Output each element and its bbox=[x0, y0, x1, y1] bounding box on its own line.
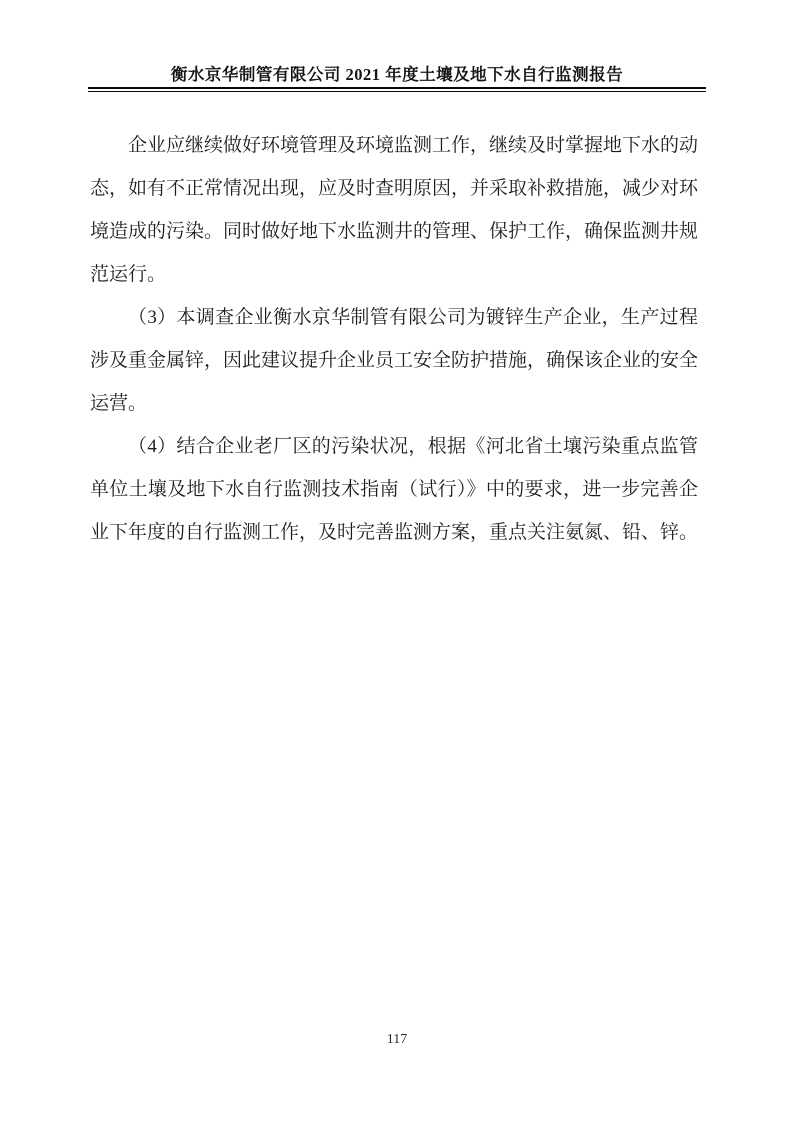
header-double-rule bbox=[88, 87, 706, 92]
page-number: 117 bbox=[386, 1032, 408, 1047]
paragraph-item-4: （4）结合企业老厂区的污染状况，根据《河北省土壤污染重点监管单位土壤及地下水自行监测技术指南（试行）》中的要求，进一步完善企业下年度的自行监测工作，及时完善监测方案，重点关注氨氮、铅、锌。 bbox=[90, 436, 699, 543]
paragraph-item-3: （3）本调查企业衡水京华制管有限公司为镀锌生产企业，生产过程涉及重金属锌，因此建议提升企业员工安全防护措施，确保该企业的安全运营。 bbox=[90, 307, 699, 414]
page-header-title: 衡水京华制管有限公司 2021 年度土壤及地下水自行监测报告 bbox=[170, 65, 624, 84]
document-body bbox=[90, 124, 698, 554]
paragraph-conclusion-monitoring: 企业应继续做好环境管理及环境监测工作，继续及时掌握地下水的动态，如有不正常情况出现，应及时查明原因，并采取补救措施，减少对环境造成的污染。同时做好地下水监测井的管理、保护工作，确保监测井规范运行。 bbox=[90, 135, 699, 285]
